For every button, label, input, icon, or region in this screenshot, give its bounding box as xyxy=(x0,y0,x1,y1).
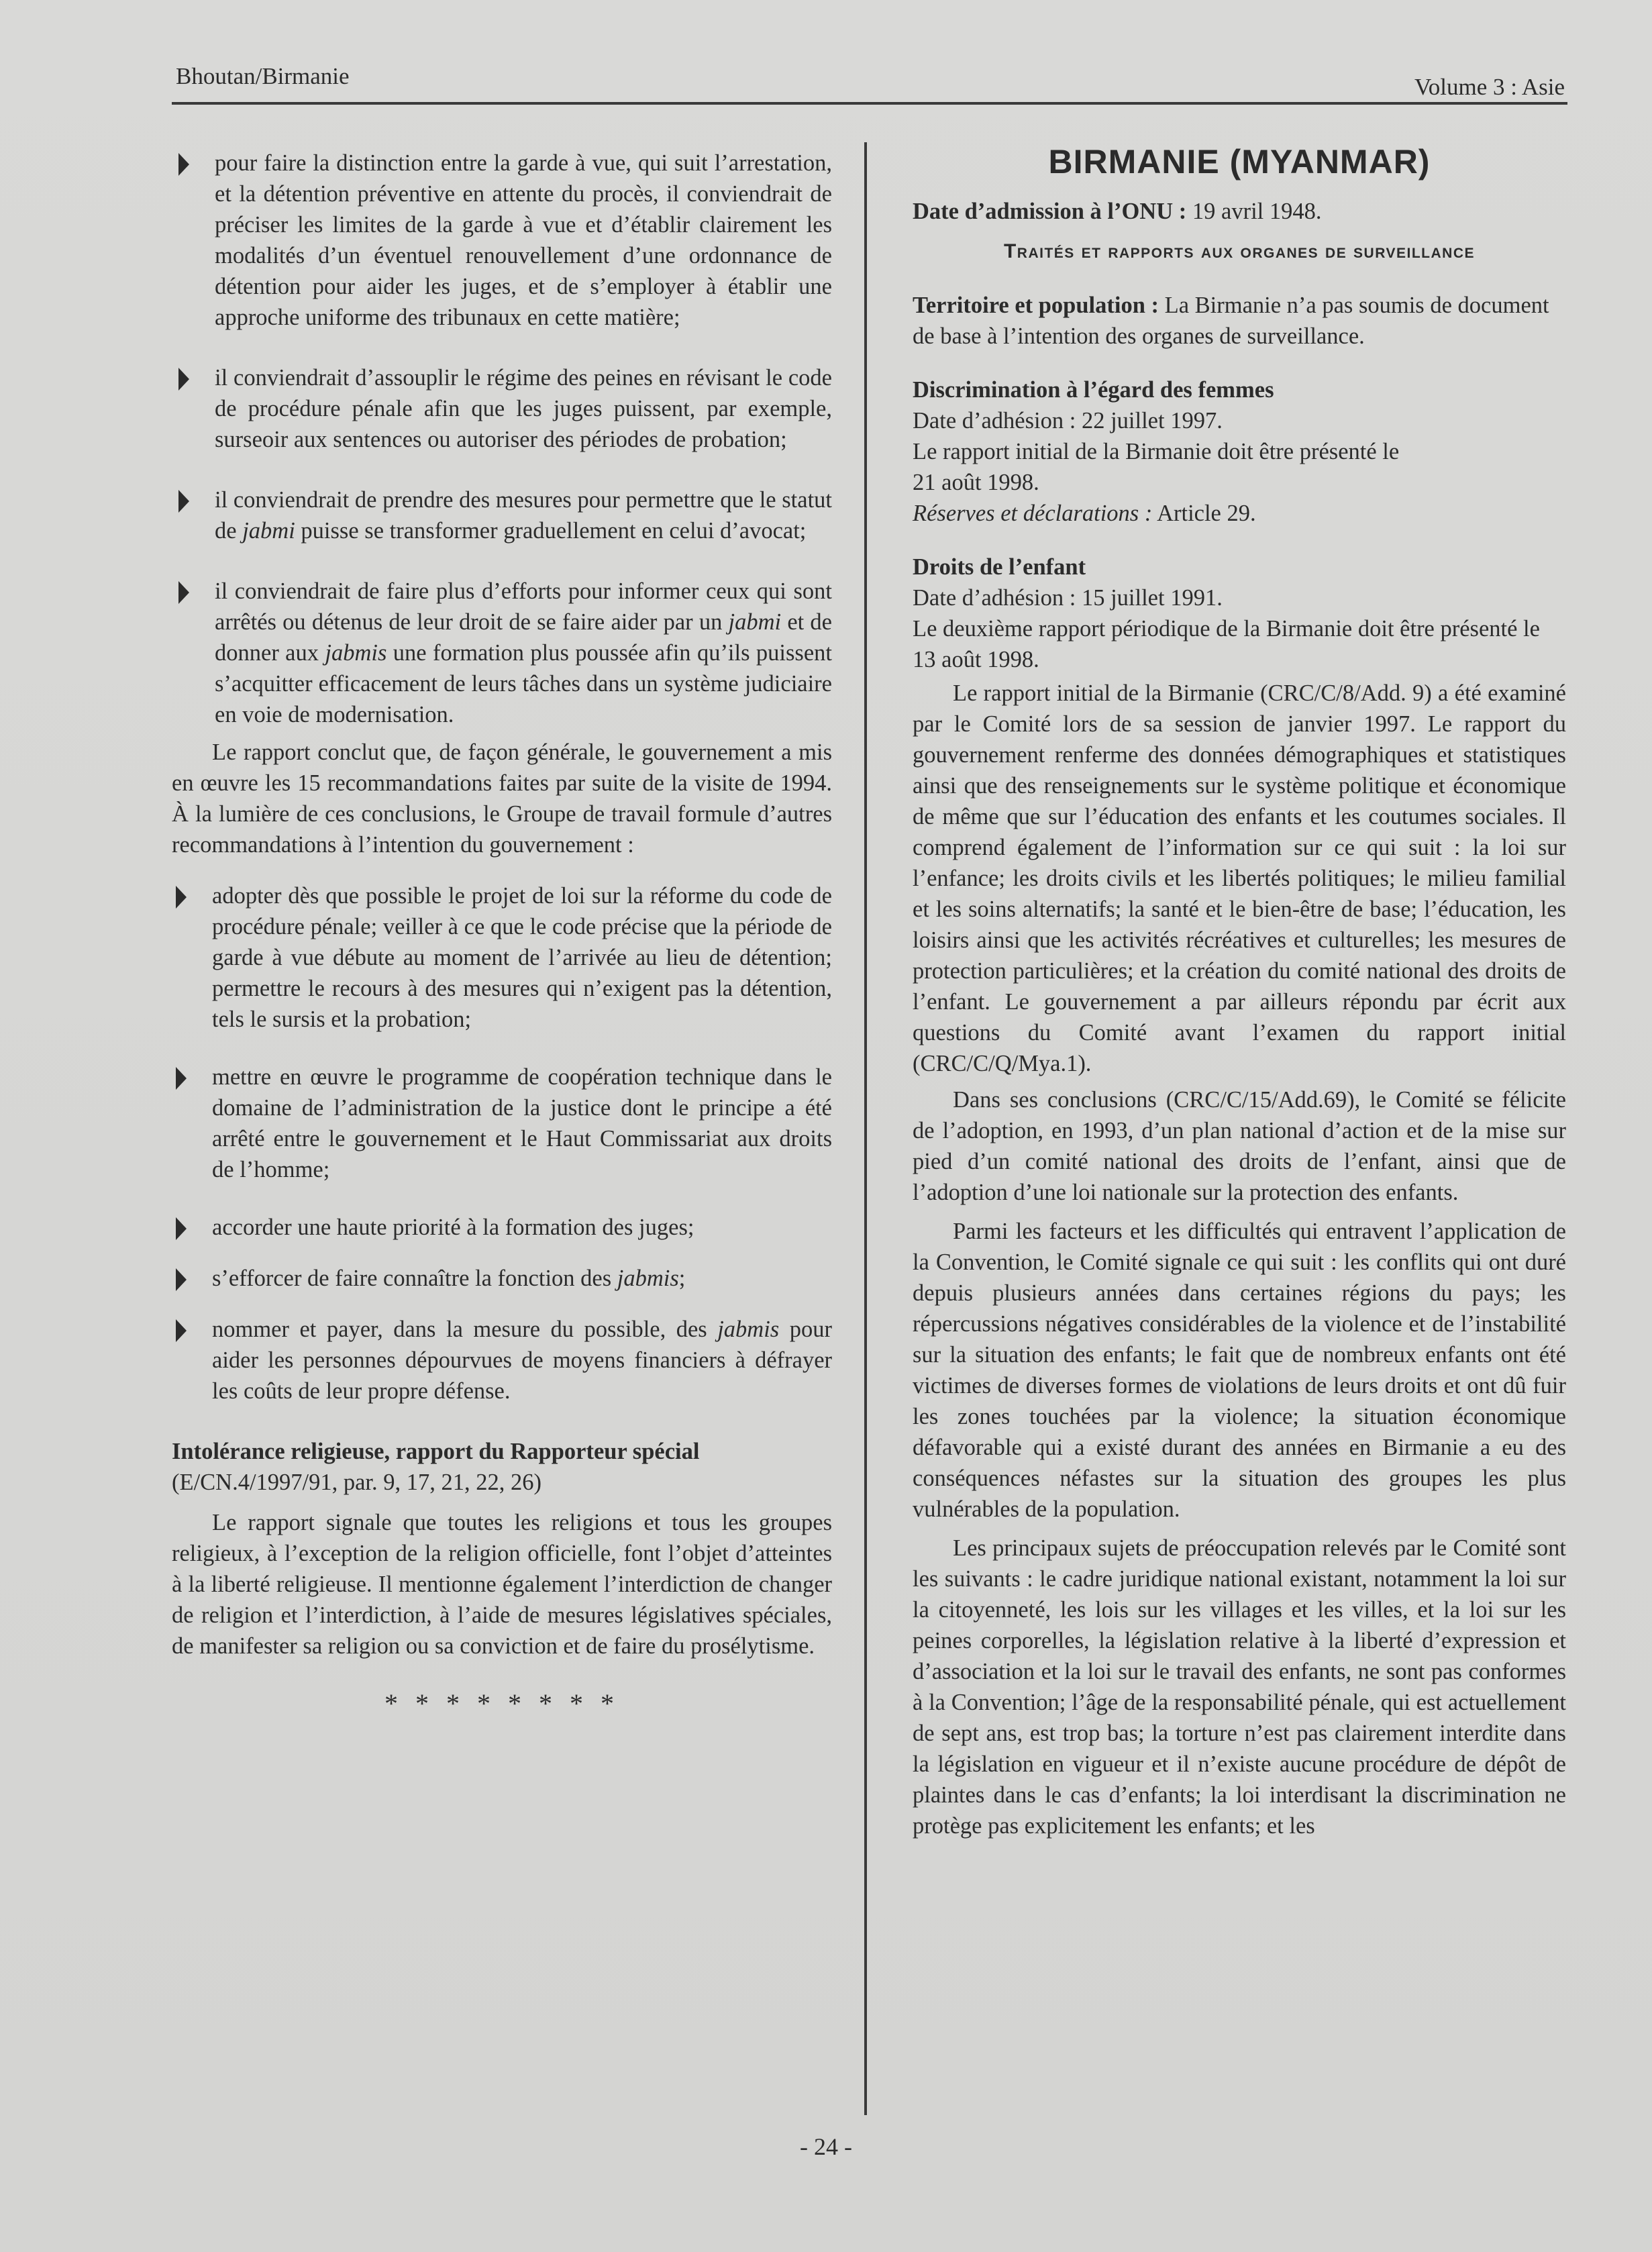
section-separator-stars: * * * * * * * * xyxy=(384,1688,619,1719)
triangle-bullet-icon xyxy=(176,1268,187,1291)
bullet-text-part: il conviendrait de prendre des mesures pour permettre que le statut de xyxy=(215,487,832,544)
page-number: - 24 - xyxy=(800,2133,852,2160)
intolerance-paragraph: Le rapport signale que toutes les religions et tous les groupes religieux, à l’exception de la religion officielle, font l’objet d’atteintes à la liberté religieuse. Il mentionne également l’interdiction de changer de religion et l’interdiction, à l’aide de mesures législatives spéciales, de manifester sa religion ou sa conviction et de faire du prosélytisme. xyxy=(172,1510,832,1659)
header-rule xyxy=(172,102,1567,105)
intolerance-heading: Intolérance religieuse, rapport du Rapporteur spécial xyxy=(172,1439,700,1464)
recommendation-item xyxy=(172,880,832,1035)
body-paragraph: Dans ses conclusions (CRC/C/15/Add.69), le Comité se félicite de l’adoption, en 1993, d’un plan national d’action et de la mise sur pied d’un comité national des droits de l’enfant, ainsi que de l’adoption d’une loi nationale sur la protection des enfants. xyxy=(913,1087,1566,1205)
enfant-line: Le deuxième rapport périodique de la Birmanie doit être présenté le 13 août 1998. xyxy=(913,616,1540,672)
bullet-text-part: pour aider les personnes dépourvues de moyens financiers à défrayer les coûts de leur propre défense. xyxy=(212,1317,832,1404)
bullet-item xyxy=(172,484,832,546)
bullet-text-part: et de donner aux xyxy=(215,609,832,666)
recommendation-item xyxy=(172,1062,832,1185)
territoire-paragraph xyxy=(913,290,1566,352)
reserves-value: Article 29. xyxy=(1152,501,1256,526)
bullet-text: mettre en œuvre le programme de coopération technique dans le domaine de l’administration de la justice dont le principe a été arrêté entre le gouvernement et le Haut Commissariat aux droits de l’homme; xyxy=(212,1064,832,1182)
discrimination-line: 21 août 1998. xyxy=(913,470,1039,495)
triangle-bullet-icon xyxy=(176,1319,187,1342)
bullet-text: accorder une haute priorité à la formation des juges; xyxy=(212,1215,694,1240)
bullet-item xyxy=(172,576,832,730)
recommendation-item xyxy=(172,1314,832,1406)
running-header-right: Volume 3 : Asie xyxy=(1414,74,1565,100)
enfant-line: Date d’adhésion : 15 juillet 1991. xyxy=(913,585,1223,611)
triangle-bullet-icon xyxy=(176,1067,187,1090)
bullet-text-part: il conviendrait de faire plus d’efforts pour informer ceux qui sont arrêtés ou détenus de leur droit de se faire aider par un xyxy=(215,578,832,635)
recommendation-item xyxy=(172,1263,832,1294)
country-title: BIRMANIE (MYANMAR) xyxy=(1048,143,1431,181)
admission-label: Date d’admission à l’ONU : xyxy=(913,199,1187,224)
bullet-item xyxy=(172,362,832,455)
triangle-bullet-icon xyxy=(178,153,189,176)
triangle-bullet-icon xyxy=(178,490,189,513)
bullet-text: adopter dès que possible le projet de loi sur la réforme du code de procédure pénale; veiller à ce que le code précise que la période de garde à vue débute au moment de l’arrivée au lieu de détention; permettre le recours à des mesures qui n’exigent pas la détention, tels le sursis et la probation; xyxy=(212,883,832,1032)
bullet-text-italic: jabmis xyxy=(325,640,387,666)
enfant-heading: Droits de l’enfant xyxy=(913,554,1086,580)
body-paragraph: Le rapport initial de la Birmanie (CRC/C/8/Add. 9) a été examiné par le Comité lors de sa session de janvier 1997. Le rapport du gouvernement renferme des données démographiques et statistiques ainsi que des renseignements sur le système politique et économique de même que sur l’éducation des enfants et les coutumes sociales. Il comprend également de l’information sur ce qui suit : la loi sur l’enfance; les droits civils et les libertés politiques; le milieu familial et les soins alternatifs; la santé et le bien-être de base; l’éducation, les loisirs ainsi que les activités récréatives et culturelles; les mesures de protection particulières; et la création du comité national des droits de l’enfant. Le gouvernement a par ailleurs répondu par écrit aux questions du Comité avant l’examen du rapport initial (CRC/C/Q/Mya.1). xyxy=(913,680,1566,1076)
territoire-text: La Birmanie n’a pas soumis de document de base à l’intention des organes de surveillance. xyxy=(913,293,1549,349)
column-divider xyxy=(864,142,867,2115)
bullet-text-part: ; xyxy=(678,1266,686,1291)
bullet-text-part: une formation plus poussée afin qu’ils puissent s’acquitter efficacement de leurs tâches dans un système judiciaire en voie de modernisation. xyxy=(215,640,832,727)
intolerance-reference: (E/CN.4/1997/91, par. 9, 17, 21, 22, 26) xyxy=(172,1470,542,1495)
admission-line xyxy=(913,196,1566,227)
bullet-text-italic: jabmi xyxy=(728,609,782,635)
discrimination-line: Date d’adhésion : 22 juillet 1997. xyxy=(913,408,1223,433)
reserves-label: Réserves et déclarations : xyxy=(913,501,1153,526)
right-column xyxy=(913,144,1566,1841)
left-column xyxy=(172,148,832,1719)
bullet-item xyxy=(172,148,832,333)
triangle-bullet-icon xyxy=(176,886,187,909)
triangle-bullet-icon xyxy=(178,368,189,391)
conclusion-paragraph: Le rapport conclut que, de façon générale, le gouvernement a mis en œuvre les 15 recommandations faites par suite de la visite de 1994. À la lumière de ces conclusions, le Groupe de travail formule d’autres recommandations à l’intention du gouvernement : xyxy=(172,739,832,858)
discrimination-line: Le rapport initial de la Birmanie doit être présenté le xyxy=(913,439,1400,464)
body-paragraph: Parmi les facteurs et les difficultés qui entravent l’application de la Convention, le Comité signale ce qui suit : les conflits qui ont duré depuis plusieurs années dans certaines régions du pays; les répercussions négatives considérables de la violence et de l’instabilité sur la situation des enfants; le fait que de nombreux enfants ont été victimes de diverses formes de violations de leurs droits et ont dû fuir les zones touchées par la violence; la situation économique défavorable qui a existé durant des années en Birmanie a eu des conséquences néfastes sur la situation des groupes les plus vulnérables de la population. xyxy=(913,1219,1566,1522)
running-header-left: Bhoutan/Birmanie xyxy=(176,63,350,89)
recommendation-item xyxy=(172,1212,832,1243)
bullet-text-part: s’efforcer de faire connaître la fonction des xyxy=(212,1266,617,1291)
bullet-text-italic: jabmis xyxy=(617,1266,679,1291)
discrimination-heading: Discrimination à l’égard des femmes xyxy=(913,377,1274,403)
bullet-text-part: nommer et payer, dans la mesure du possible, des xyxy=(212,1317,718,1342)
section-heading: Traités et rapports aux organes de surveillance xyxy=(1003,240,1475,262)
triangle-bullet-icon xyxy=(178,581,189,604)
admission-value: 19 avril 1948. xyxy=(1186,199,1322,224)
territoire-label: Territoire et population : xyxy=(913,293,1159,318)
triangle-bullet-icon xyxy=(176,1217,187,1240)
bullet-text-part: puisse se transformer graduellement en celui d’avocat; xyxy=(295,518,807,544)
bullet-text: pour faire la distinction entre la garde à vue, qui suit l’arrestation, et la détention préventive en attente du procès, il conviendrait de préciser les limites de la garde à vue et d’établir clairement les modalités d’un éventuel renouvellement d’une ordonnance de détention pour aider les juges, et de s’employer à établir une approche uniforme des tribunaux en cette matière; xyxy=(215,150,832,330)
bullet-text-italic: jabmis xyxy=(717,1317,780,1342)
reserves-line xyxy=(913,498,1566,529)
bullet-text: il conviendrait d’assouplir le régime des peines en révisant le code de procédure pénale afin que les juges puissent, par exemple, surseoir aux sentences ou autoriser des périodes de probation; xyxy=(215,365,832,452)
bullet-text-italic: jabmi xyxy=(242,518,295,544)
body-paragraph: Les principaux sujets de préoccupation relevés par le Comité sont les suivants : le cadre juridique national existant, notamment la loi sur la citoyenneté, les lois sur les villages et les villes, et la loi sur les peines corporelles, la législation relative à la liberté d’expression et d’association et la loi sur le travail des enfants, ne sont pas conformes à la Convention; l’âge de la responsabilité pénale, qui est actuellement de sept ans, est trop bas; la torture n’est pas clairement interdite dans la législation en vigueur et il n’existe aucune procédure de dépôt de plaintes dans le cas d’enfants; la loi interdisant la discrimination ne protège pas explicitement les enfants; et les xyxy=(913,1535,1566,1839)
